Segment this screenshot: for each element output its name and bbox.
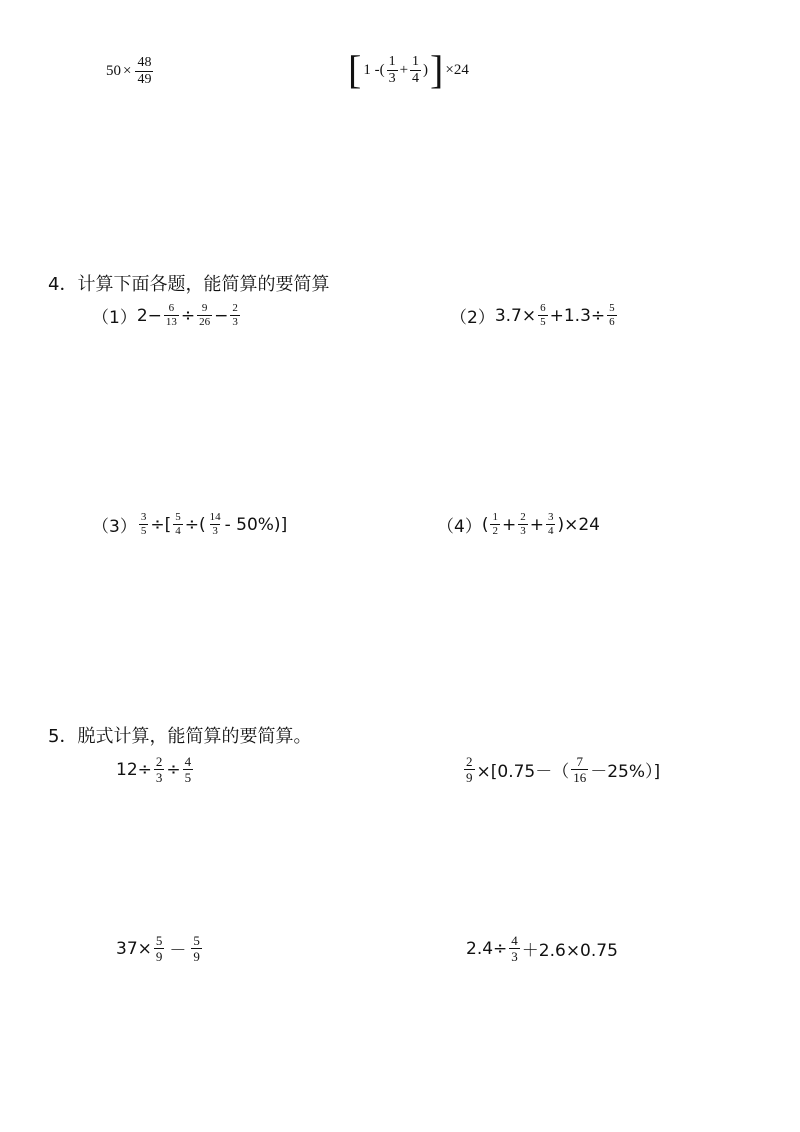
expression-text: ×24 (445, 61, 469, 78)
number: 2 (136, 305, 148, 326)
fraction: $\frac{9}{26}$ (199, 302, 211, 328)
expression-text: ÷[ (150, 514, 172, 535)
fraction: $\frac{5}{9}$ (193, 933, 200, 964)
fraction: $\frac{4}{5}$ (184, 754, 192, 785)
operator: + (501, 514, 517, 535)
problem-label: （1） (92, 308, 137, 328)
problem-label: （3） (92, 517, 137, 537)
fraction: $\frac{1}{2}$ (492, 511, 498, 537)
top-problem-1 (106, 56, 155, 87)
expression-text: )×24 (557, 514, 600, 535)
expression-text: ÷( (184, 514, 206, 535)
section-4-heading: 4．计算下面各题，能简算的要简算 (48, 274, 330, 295)
fraction: $\frac{5}{4}$ (175, 511, 181, 537)
section-5-problem-4 (466, 934, 618, 963)
operator: － (169, 941, 187, 961)
problem-label: （2） (450, 308, 495, 328)
operator: − (214, 305, 229, 326)
expression-text: 12÷ (116, 759, 152, 780)
expression-text: ) (423, 61, 429, 78)
operator: − (147, 305, 162, 326)
fraction: $\frac{3}{4}$ (547, 511, 554, 537)
fraction: $\frac{1}{3}$ (388, 53, 396, 86)
section-4-problem-3 (92, 512, 287, 537)
fraction: $\frac{14}{3}$ (209, 511, 221, 537)
expression-text: +1.3÷ (549, 305, 606, 326)
right-bracket: ] (430, 47, 444, 92)
section-5-problem-3 (116, 934, 204, 963)
fraction: $\frac{1}{4}$ (412, 53, 420, 86)
fraction: $\frac{48}{49}$ (137, 55, 152, 87)
expression-text: - 50%)] (224, 514, 288, 535)
fraction: $\frac{6}{13}$ (165, 302, 177, 328)
fraction: $\frac{7}{16}$ (573, 754, 587, 785)
top-problem-2 (346, 47, 469, 92)
expression-text: 1 -( (363, 61, 385, 78)
fraction: $\frac{5}{9}$ (155, 933, 163, 964)
section-5-problem-1 (116, 755, 195, 784)
left-bracket: [ (348, 47, 362, 92)
section-5-problem-2 (462, 755, 660, 784)
section-4-problem-2 (450, 303, 619, 328)
number: 50 (106, 63, 121, 79)
expression-text: ×[0.75－（ (476, 762, 570, 782)
operator: + (399, 61, 409, 78)
fraction: $\frac{2}{3}$ (520, 511, 526, 537)
expression-text: ＋2.6×0.75 (521, 941, 618, 961)
expression-text: 37× (116, 938, 152, 959)
fraction: $\frac{2}{3}$ (232, 302, 238, 328)
fraction: $\frac{6}{5}$ (540, 302, 546, 328)
operator: ÷ (166, 759, 181, 780)
fraction: $\frac{4}{3}$ (511, 933, 518, 964)
section-5-heading: 5．脱式计算，能简算的要简算。 (48, 726, 312, 747)
fraction: $\frac{5}{6}$ (609, 302, 615, 328)
section-4-problem-4 (437, 512, 600, 537)
expression-text: 2.4÷ (466, 938, 508, 959)
operator: × (123, 63, 132, 79)
fraction: $\frac{3}{5}$ (140, 511, 147, 537)
expression-text: 3.7× (494, 305, 537, 326)
fraction: $\frac{2}{3}$ (155, 754, 163, 785)
section-4-problem-1 (92, 303, 242, 328)
fraction: $\frac{2}{9}$ (466, 754, 473, 785)
operator: ÷ (180, 305, 196, 326)
expression-text: ( (481, 514, 489, 535)
expression-text: －25%）] (590, 762, 661, 782)
operator: + (529, 514, 544, 535)
problem-label: （4） (437, 517, 482, 537)
